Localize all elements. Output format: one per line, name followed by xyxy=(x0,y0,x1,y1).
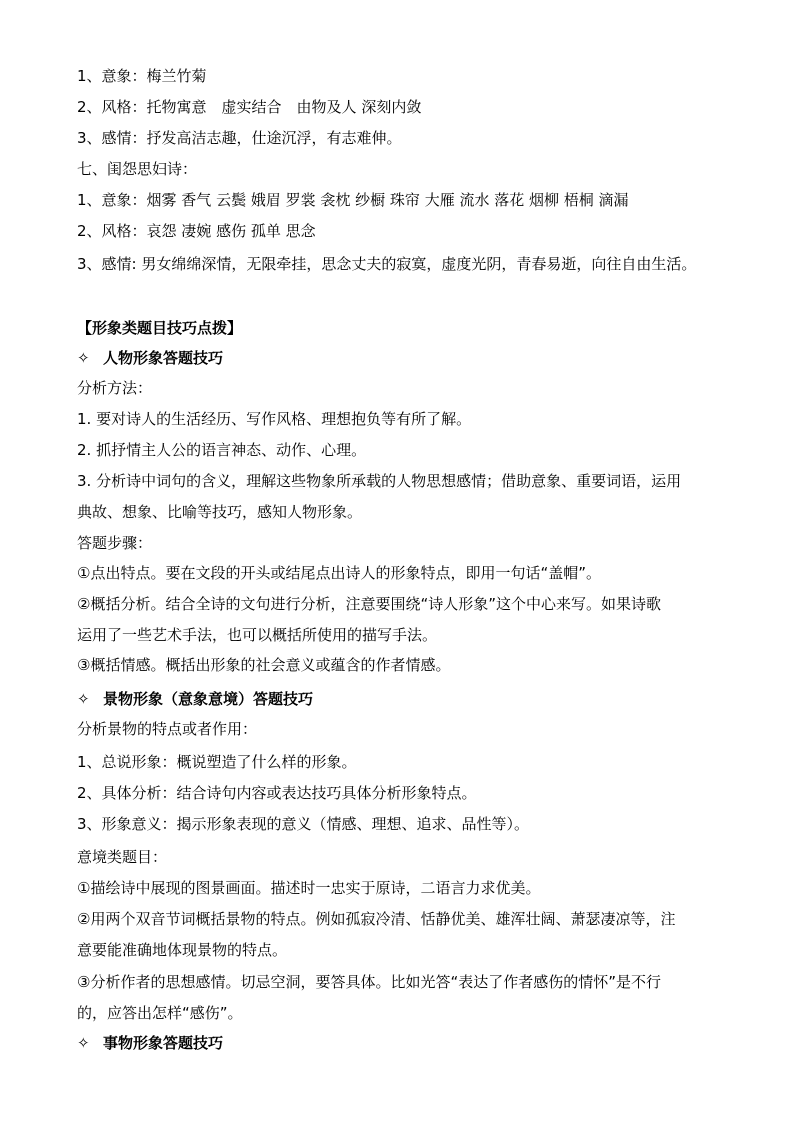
scenery-mood-2b: 意要能准确地体现景物的特点。 xyxy=(77,941,288,959)
diamond-star-icon: ✧ xyxy=(77,349,90,367)
character-steps-label: 答题步骤： xyxy=(77,534,153,552)
scenery-mood-3b: 的，应答出怎样“感伤”。 xyxy=(77,1004,243,1022)
character-method-3a: 3. 分析诗中词句的含义，理解这些物象所承载的人物思想感情；借助意象、重要词语，运用 xyxy=(77,472,682,490)
scenery-point-2: 2、具体分析：结合诗句内容或表达技巧具体分析形象特点。 xyxy=(77,784,477,802)
section7-title: 七、闺怨思妇诗： xyxy=(77,160,198,178)
scenery-point-1: 1、总说形象：概说塑造了什么样的形象。 xyxy=(77,753,357,771)
scenery-mood-1: ①描绘诗中展现的图景画面。描述时一忠实于原诗，二语言力求优美。 xyxy=(77,879,541,897)
diamond-star-icon: ✧ xyxy=(77,1034,90,1052)
scenery-point-3: 3、形象意义：揭示形象表现的意义（情感、理想、追求、品性等）。 xyxy=(77,815,530,833)
character-step-2b: 运用了一些艺术手法，也可以概括所使用的描写手法。 xyxy=(77,626,438,644)
scenery-label: 分析景物的特点或者作用： xyxy=(77,720,258,738)
scenery-mood-2a: ②用两个双音节词概括景物的特点。例如孤寂冷清、恬静优美、雄浑壮阔、萧瑟凄凉等，注 xyxy=(77,910,676,928)
character-method-1: 1. 要对诗人的生活经历、写作风格、理想抱负等有所了解。 xyxy=(77,410,472,428)
object-heading-text: 事物形象答题技巧 xyxy=(103,1034,224,1052)
scenery-heading-text: 景物形象（意象意境）答题技巧 xyxy=(103,690,314,708)
section6-emotion: 3、感情：抒发高洁志趣，仕途沉浮，有志难伸。 xyxy=(77,129,402,147)
character-method-label: 分析方法： xyxy=(77,379,153,397)
tips-title: 【形象类题目技巧点拨】 xyxy=(77,319,243,337)
section7-style: 2、风格：哀怨 凄婉 感伤 孤单 思念 xyxy=(77,222,316,240)
section7-imagery: 1、意象：烟雾 香气 云鬓 娥眉 罗裳 衾枕 纱橱 珠帘 大雁 流水 落花 烟柳 梧桐 滴漏 xyxy=(77,191,629,209)
character-heading-text: 人物形象答题技巧 xyxy=(103,349,224,367)
character-step-3: ③概括情感。概括出形象的社会意义或蕴含的作者情感。 xyxy=(77,656,451,674)
scenery-heading xyxy=(77,689,313,709)
character-step-1: ①点出特点。要在文段的开头或结尾点出诗人的形象特点，即用一句话“盖帽”。 xyxy=(77,564,601,582)
character-method-2: 2. 抓抒情主人公的语言神态、动作、心理。 xyxy=(77,441,367,459)
object-heading xyxy=(77,1033,223,1053)
scenery-mood-label: 意境类题目： xyxy=(77,848,168,866)
character-step-2a: ②概括分析。结合全诗的文句进行分析，注意要围绕“诗人形象”这个中心来写。如果诗歌 xyxy=(77,595,661,613)
section6-imagery: 1、意象：梅兰竹菊 xyxy=(77,67,207,85)
section6-style: 2、风格：托物寓意 虚实结合 由物及人 深刻内敛 xyxy=(77,98,422,116)
character-heading xyxy=(77,348,223,368)
scenery-mood-3a: ③分析作者的思想感情。切忌空洞，要答具体。比如光答“表达了作者感伤的情怀”是不行 xyxy=(77,973,661,991)
section7-emotion: 3、感情: 男女绵绵深情，无限牵挂，思念丈夫的寂寞，虚度光阴，青春易逝，向往自由生活。 xyxy=(77,255,697,273)
diamond-star-icon: ✧ xyxy=(77,690,90,708)
character-method-3b: 典故、想象、比喻等技巧，感知人物形象。 xyxy=(77,503,363,521)
